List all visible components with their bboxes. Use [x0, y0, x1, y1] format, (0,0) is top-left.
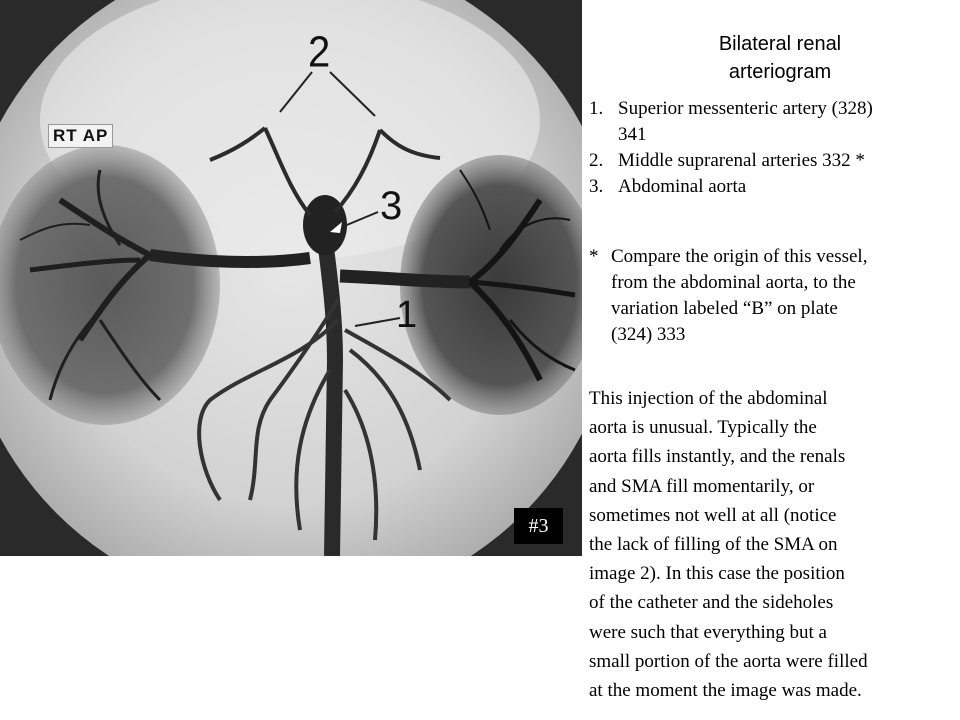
paragraph-line: sometimes not well at all (notice — [589, 504, 837, 526]
paragraph-line: aorta is unusual. Typically the — [589, 417, 817, 439]
paragraph-line: aorta fills instantly, and the renals — [589, 446, 846, 468]
legend-number: 1. — [589, 98, 604, 119]
legend-text: Abdominal aorta — [618, 176, 747, 197]
legend-number: 2. — [589, 150, 604, 171]
paragraph-line: at the moment the image was made. — [589, 680, 862, 702]
legend-number: 3. — [589, 176, 604, 197]
footnote-star: * — [589, 246, 599, 267]
legend-item — [589, 96, 959, 122]
label-two: 2 — [308, 27, 332, 77]
legend-text: Middle suprarenal arteries 332 * — [618, 150, 865, 171]
footnote-line — [589, 244, 959, 270]
legend-item-continued — [589, 122, 959, 148]
footnote-line: (324) 333 — [611, 324, 686, 345]
paragraph-line: the lack of filling of the SMA on — [589, 534, 838, 556]
footnote-line: variation labeled “B” on plate — [611, 298, 838, 319]
legend-text-extra: 341 — [618, 124, 647, 145]
title-line-1: Bilateral renal — [718, 33, 842, 55]
footnote — [589, 244, 959, 348]
footnote-text: Compare the origin of this vessel, — [611, 246, 868, 267]
paragraph-line: were such that everything but a — [589, 621, 827, 643]
view-label: RT AP — [48, 124, 113, 148]
legend-list — [589, 96, 959, 200]
slide-title — [680, 30, 880, 86]
legend-item — [589, 174, 959, 200]
paragraph-line: small portion of the aorta were filled — [589, 650, 868, 672]
title-line-2: arteriogram — [728, 61, 832, 83]
label-one: 1 — [396, 294, 419, 336]
paragraph-line: image 2). In this case the position — [589, 563, 845, 585]
image-number-badge: #3 — [514, 508, 563, 544]
legend-item — [589, 148, 959, 174]
paragraph-line: This injection of the abdominal — [589, 388, 828, 409]
footnote-line: from the abdominal aorta, to the — [611, 272, 856, 293]
explanation-paragraph — [589, 384, 959, 705]
arteriogram-image — [0, 0, 582, 556]
legend-text: Superior messenteric artery (328) — [618, 98, 873, 119]
arteriogram-drawing — [0, 0, 582, 556]
paragraph-line: of the catheter and the sideholes — [589, 592, 834, 614]
paragraph-line: and SMA fill momentarily, or — [589, 475, 815, 497]
label-three: 3 — [380, 184, 404, 228]
